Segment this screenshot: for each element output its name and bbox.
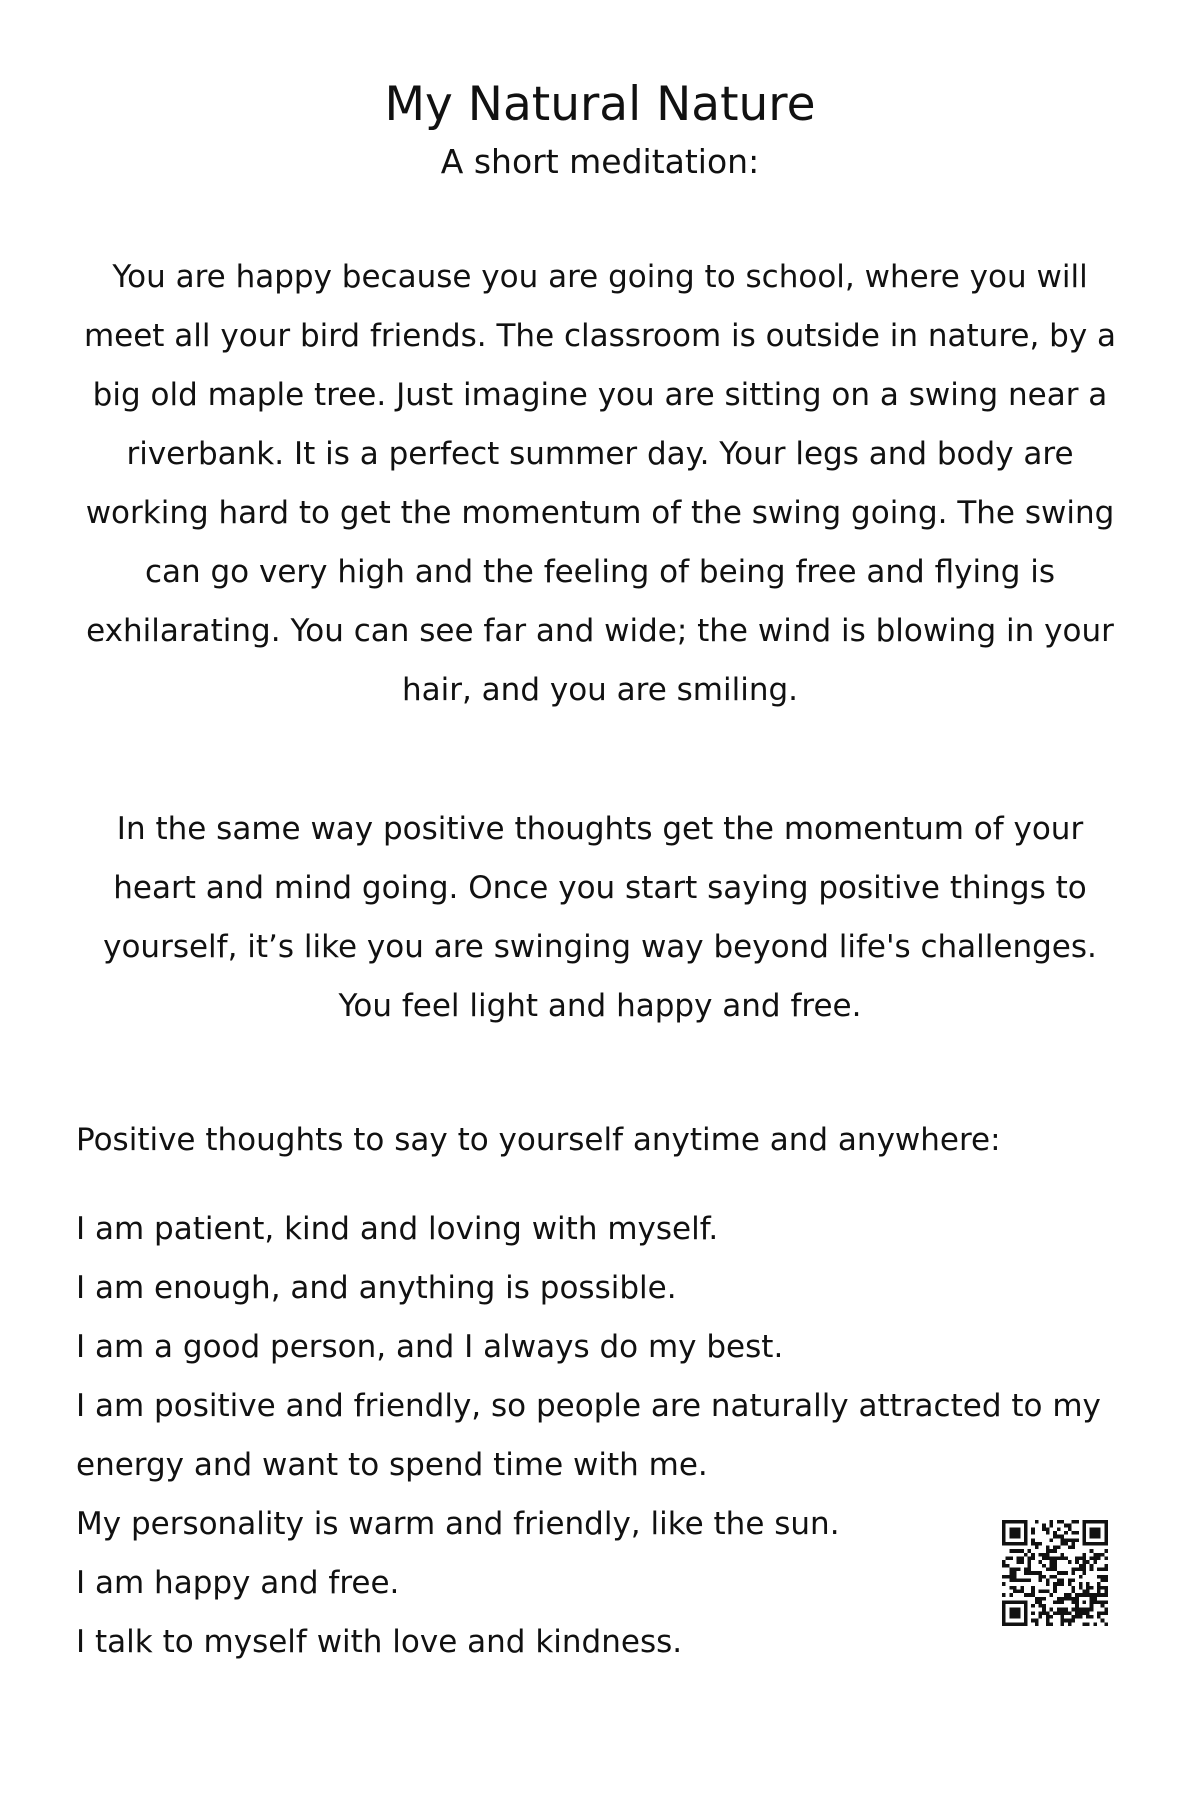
affirmations-list — [76, 1200, 1126, 1672]
list-item: I am a good person, and I always do my best. — [76, 1329, 784, 1365]
page-title: My Natural Nature — [384, 77, 816, 132]
meditation-paragraph: You are happy because you are going to school, where you will meet all your bird friends. The classroom is outside in nature, by a big old maple tree. Just imagine you are sitting on a swing near a riverbank. It is a perfect summer day. Your legs and body are working hard to get the momentum of the swing going. The swing can go very high and the feeling of being free and flying is exhilarating. You can see far and wide; the wind is blowing in your hair, and you are smiling. — [83, 259, 1117, 708]
list-item: I am enough, and anything is possible. — [76, 1270, 677, 1306]
list-item: I am happy and free. — [76, 1565, 400, 1601]
list-item: I am positive and friendly, so people are naturally attracted to my energy and want to spend time with me. — [76, 1388, 1101, 1483]
affirmations-intro: Positive thoughts to say to yourself anytime and anywhere: — [76, 1122, 1001, 1158]
page-subtitle: A short meditation: — [440, 142, 760, 181]
list-item: My personality is warm and friendly, like the sun. — [76, 1506, 840, 1542]
qr-code-icon[interactable] — [1002, 1520, 1108, 1626]
list-item: I talk to myself with love and kindness. — [76, 1624, 683, 1660]
list-item: I am patient, kind and loving with myself. — [76, 1211, 719, 1247]
meditation-paragraph: In the same way positive thoughts get the momentum of your heart and mind going. Once you start saying positive things to yourself, it’s like you are swinging way beyond life's challenges. You feel light and happy and free. — [103, 811, 1097, 1024]
